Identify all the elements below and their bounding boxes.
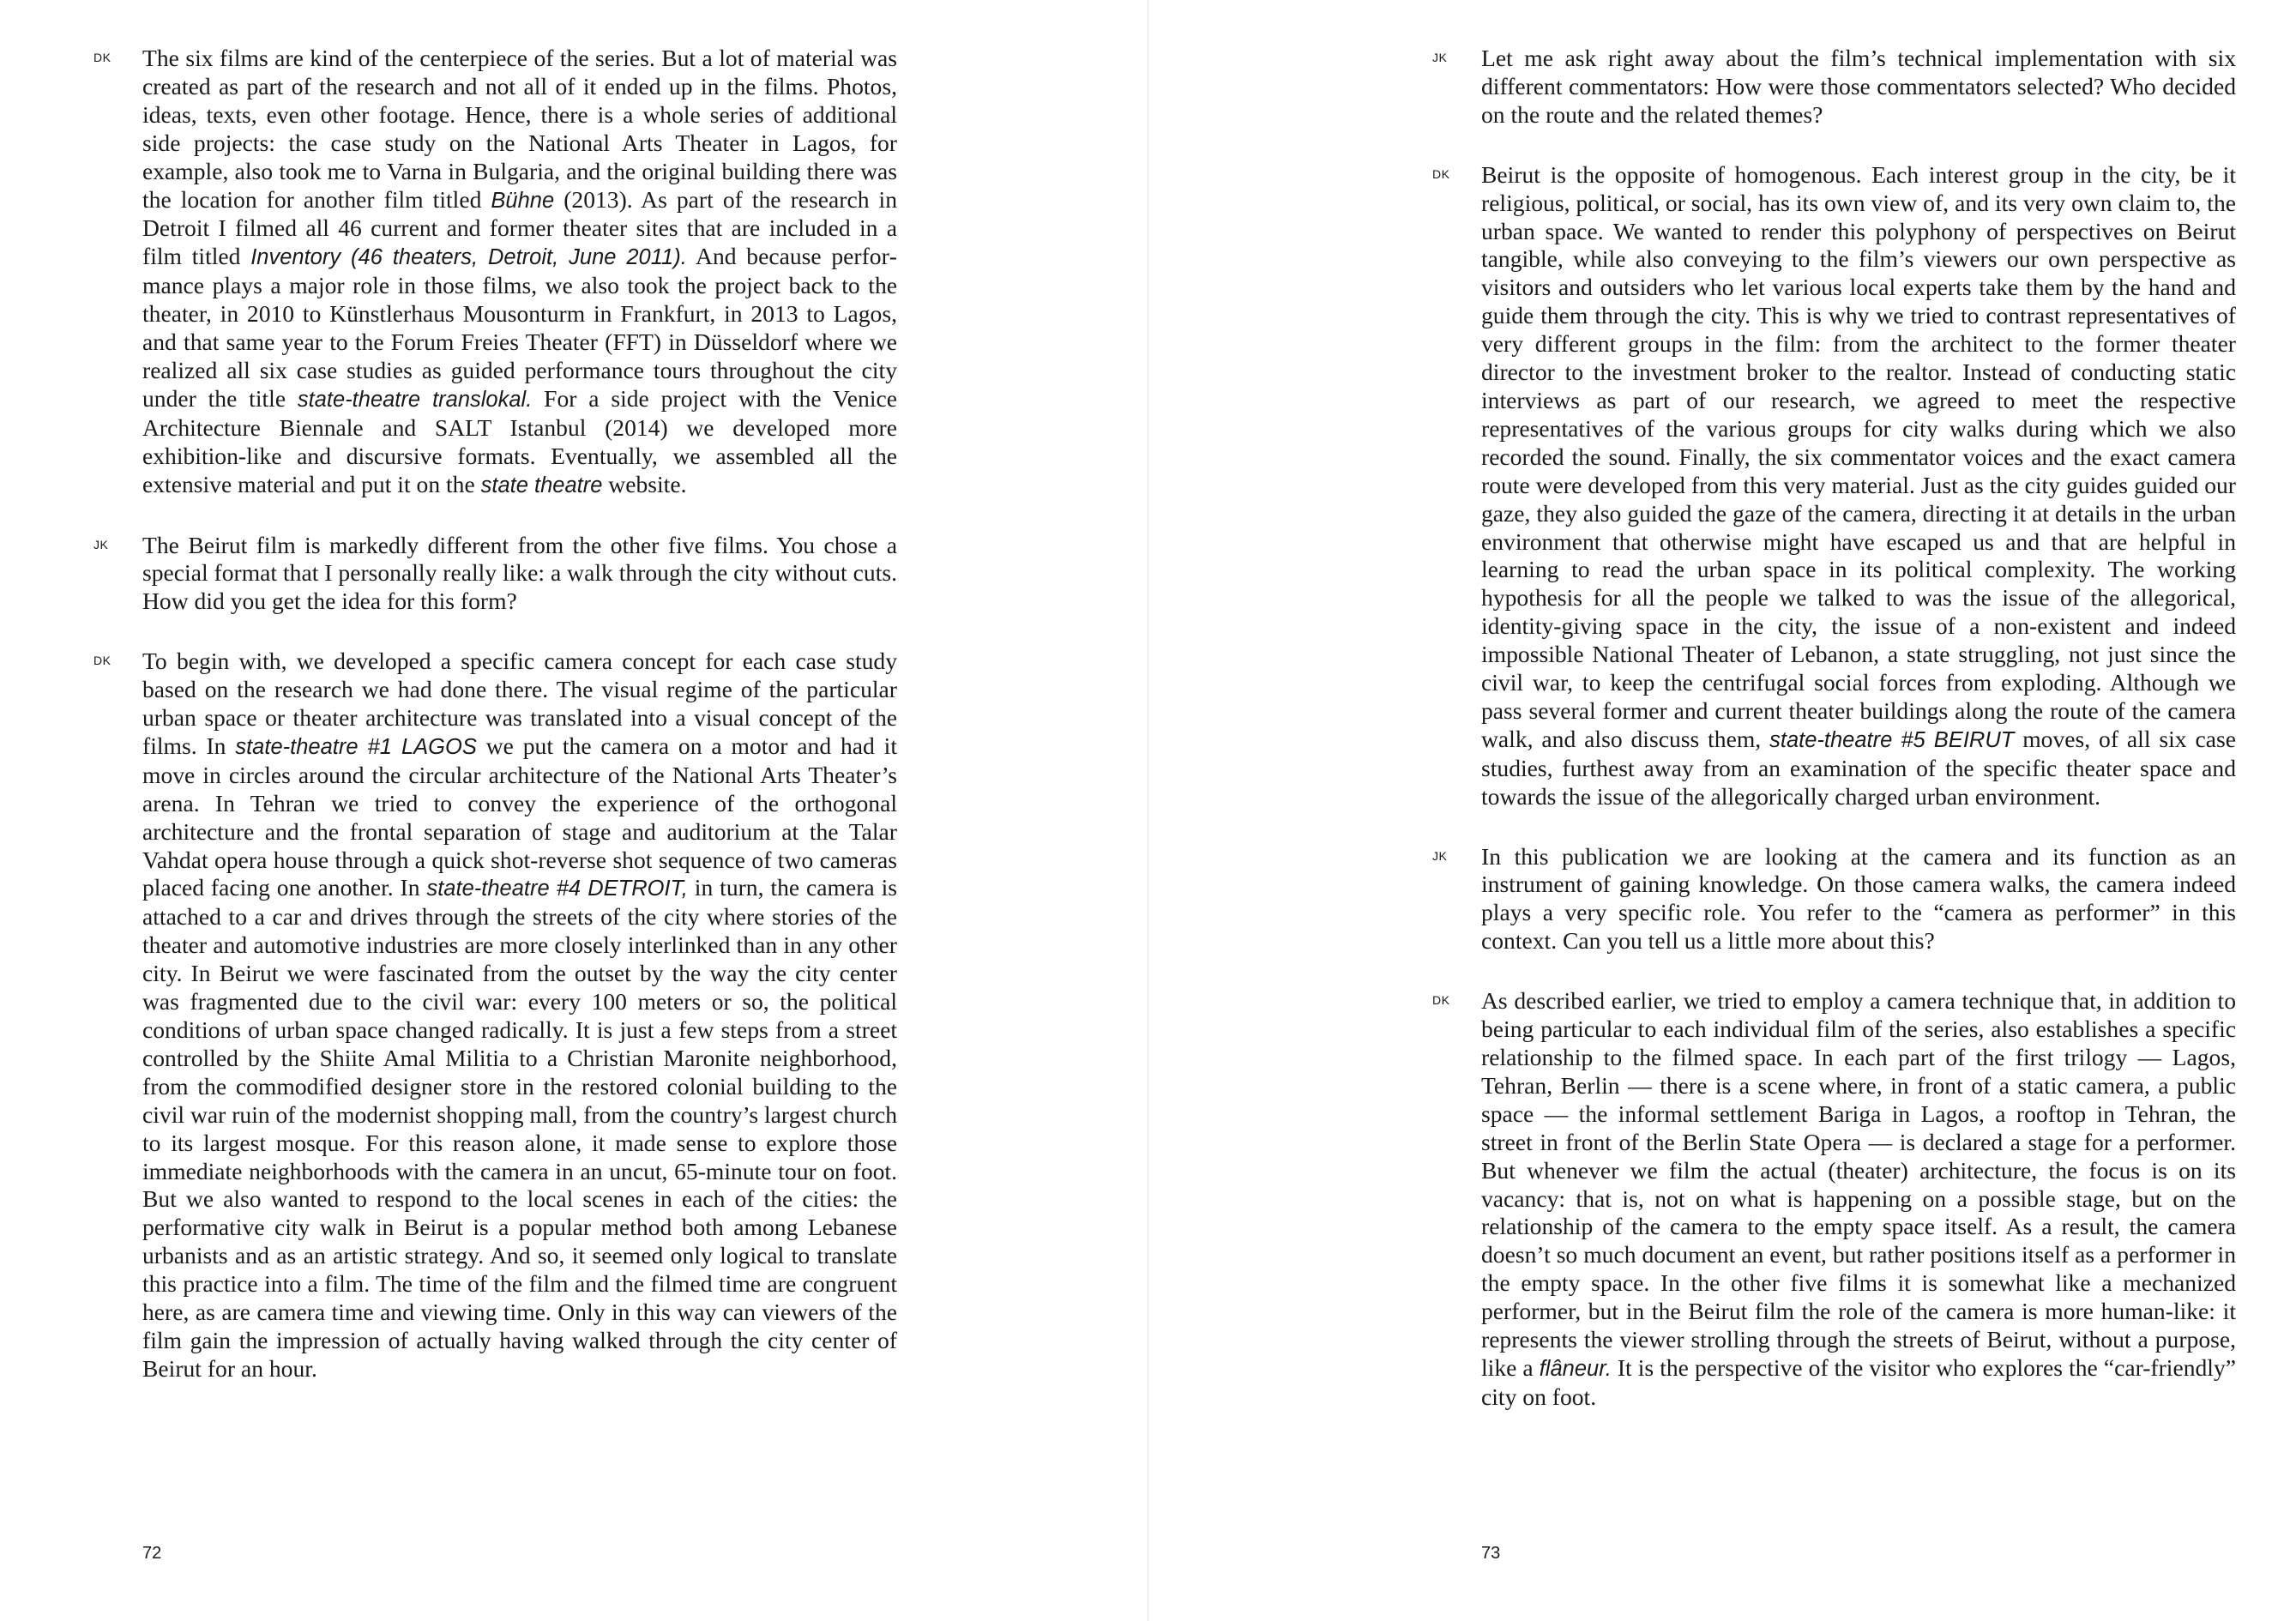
text-run: in turn, the camera is attached to a car and drives through the streets of the city where stories of the theater and automotive industries are more closely interlinked than in any other city. In Beirut we were fascinated from the outset by the way the city center was fragmented due to the civil war: every 100 meters or so, the political conditions of urban space changed radically. It is just a few steps from a street controlled by the Shiite Amal Militia to a Christian Maronite neighborhood, from the commodified designer store in the restored colonial building to the civil war ruin of the modernist shopping mall, from the country’s largest church to its largest mosque. For this reason alone, it made sense to explore those immediate neighborhoods with the camera in an uncut, 65-minute tour on foot. But we also wanted to respond to the local scenes in each of the cities: the performative city walk in Beirut is a popular method both among Lebanese urbanists and as an artistic strategy. And so, it seemed only logical to translate this practice into a film. The time of the film and the filmed time are congruent here, as are camera time and viewing time. Only in this way can viewers of the film gain the impression of actually having walked through the city center of Beirut for an hour. <box>142 874 897 1382</box>
paragraph <box>1481 161 2236 811</box>
text-run: we put the camera on a motor and had it move in circles around the circular architecture of the National Arts Theater’s arena. In Tehran we tried to convey the experience of the orthogonal architecture and the frontal separation of stage and auditorium at the Talar Vahdat opera house through a quick shot-reverse shot sequence of two cameras placed facing one another. In <box>142 732 898 901</box>
speaker-tag: DK <box>93 51 111 64</box>
left-text-column <box>93 45 898 1415</box>
text-run: The six films are kind of the centerpiece of the series. But a lot of material was created as part of the research and not all of it ended up in the films. Photos, ideas, texts, even other footage. Hence, there is a whole series of additional side projects: the case study on the National Arts Theater in Lagos, for example, also took me to Varna in Bulgaria, and the original building there was the location for another film titled <box>142 45 897 213</box>
text-run: Let me ask right away about the film’s technical implementation with six different commentators: How were those commentators selected? Who decided on the route and the related themes? <box>1481 45 2236 128</box>
text-run: It is the perspective of the visitor who explores the “car-friendly” city on foot. <box>1481 1353 2237 1410</box>
speaker-tag: DK <box>1432 166 1450 181</box>
page-number: 72 <box>142 1544 162 1563</box>
speaker-tag: JK <box>1432 51 1448 64</box>
speaker-tag: JK <box>1432 848 1448 863</box>
text-run: moves, of all six case studies, furthest away from an examination of the specific theater space and towards the issue of the allegorically charged urban environment. <box>1481 725 2236 810</box>
paragraph <box>1481 987 2236 1412</box>
speaker-tag: DK <box>93 654 111 668</box>
italic-title: state-theatre #4 DETROIT, <box>426 877 688 901</box>
speaker-tag: JK <box>93 537 109 551</box>
text-run: The Beirut film is markedly different from the other five films. You chose a special format that I personally really like: a walk through the city without cuts. How did you get the idea for this form? <box>142 531 897 615</box>
paragraph <box>1481 45 2236 130</box>
interview-entry <box>1432 45 2236 130</box>
right-text-column <box>1432 45 2237 1443</box>
italic-title: state-theatre translokal. <box>297 387 533 412</box>
text-run: For a side project with the Venice Architecture Biennale and SALT Istanbul (2014) we developed more exhibition-like and discursive formats. Eventually, we assembled all the extensive material and put it on the <box>142 384 897 497</box>
paragraph <box>142 45 897 500</box>
interview-entry <box>1432 160 2236 811</box>
text-run: As described earlier, we tried to employ a camera technique that, in addition to being particular to each individual film of the series, also establishes a specific relationship to the filmed space. In each part of the first trilogy — Lagos, Tehran, Berlin — there is a scene where, in front of a static camera, a public space — the informal settlement Bariga in Lagos, a rooftop in Tehran, the street in front of the Berlin State Opera — is declared a stage for a performer. But whenever we film the actual (theater) architecture, the focus is on its vacancy: that is, not on what is happening on a possible stage, but on the relationship of the camera to the empty space itself. As a result, the camera doesn’t so much document an event, but rather positions itself as a performer in the empty space. In the other five films it is somewhat like a mechanized performer, but in the Beirut film the role of the camera is more human-like: it represents the viewer strolling through the streets of Beirut, without a purpose, like a <box>1481 987 2236 1381</box>
italic-title: state theatre <box>480 473 603 497</box>
text-run: (2013). As part of the research in Detroit I filmed all 46 current and former theater sites that are included in a film titled <box>142 185 897 270</box>
interview-entry <box>1432 842 2236 956</box>
speaker-tag: DK <box>1432 993 1450 1008</box>
italic-title: flâneur. <box>1539 1356 1612 1381</box>
paragraph <box>1481 843 2236 956</box>
right-page <box>1148 0 2296 1621</box>
italic-title: Bühne <box>491 188 555 213</box>
paragraph <box>142 532 897 617</box>
page-number: 73 <box>1481 1544 1501 1563</box>
text-run: And because performance plays a major role in those films, we also took the project back to the theater, in 2010 to Künstlerhaus Mousonturm in Frankfurt, in 2013 to Lagos, and that same year to the Forum Freies Theater (FFT) in Düsseldorf where we realized all six case studies as guided performance tours throughout the city under the title <box>142 243 897 412</box>
italic-title: Inventory (46 theaters, Detroit, June 2011). <box>250 245 687 270</box>
text-run: Beirut is the opposite of homogenous. Each interest group in the city, be it religious, political, or social, has its own view of, and its very own claim to, the urban space. We wanted to render this polyphony of perspectives on Beirut tangible, while also conveying to the film’s viewers our own perspective as visitors and outsiders who let various local experts take them by the hand and guide them through the city. This is why we tried to contrast representatives of very different groups in the film: from the architect to the former theater director to the investment broker to the realtor. Instead of conducting static interviews as part of our research, we agreed to meet the respective representatives of the various groups for city walks during which we also recorded the sound. Finally, the six commentator voices and the exact camera route were developed from this very material. Just as the city guides guided our gaze, they also guided the gaze of the camera, directing it at details in the urban environment that otherwise might have escaped us and that are helpful in learning to read the urban space in its political complexity. The working hypothesis for all the people we talked to was the issue of the allegorical, identity-giving space in the city, the issue of a non-existent and indeed impossible National Theater of Lebanon, a state struggling, not just since the civil war, to keep the centrifugal social forces from exploding. Although we pass several former and current theater buildings along the route of the camera walk, and also discuss them, <box>1481 160 2236 752</box>
paragraph <box>142 648 897 1383</box>
italic-title: state-theatre #1 LAGOS <box>235 734 477 759</box>
interview-entry <box>93 648 898 1383</box>
text-run: In this publication we are looking at the camera and its function as an instrument of gaining knowledge. On those camera walks, the camera indeed plays a very specific role. You refer to the “camera as performer” in this context. Can you tell us a little more about this? <box>1481 842 2236 955</box>
text-run: website. <box>602 470 687 497</box>
interview-entry <box>1432 987 2237 1412</box>
text-run: To begin with, we developed a specific camera concept for each case study based on the research we had done there. The visual regime of the particular urban space or theater architecture was translated into a visual concept of the films. In <box>142 648 897 759</box>
italic-title: state-theatre #5 BEIRUT <box>1769 727 2015 752</box>
interview-entry <box>93 45 897 500</box>
interview-entry <box>93 531 897 617</box>
